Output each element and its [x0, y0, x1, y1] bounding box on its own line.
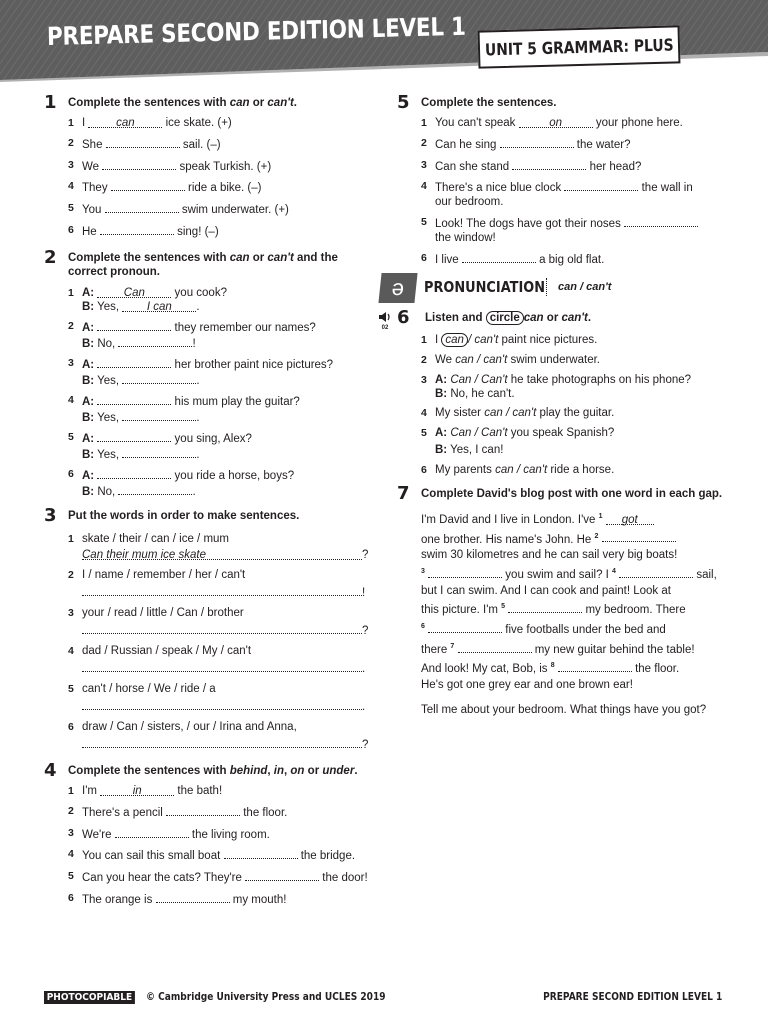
page-footer	[44, 991, 724, 1005]
choice-option[interactable]: can / can't	[455, 353, 508, 366]
exercise-instruction: Complete the sentences with behind, in, on or under.	[68, 764, 358, 777]
list-item: 1 I'm in the bath!	[68, 784, 223, 797]
choice-option[interactable]: can / can't	[495, 463, 548, 476]
photocopiable-badge: PHOTOCOPIABLE	[44, 991, 135, 1004]
list-item: 4 My sister can / can't play the guitar.	[421, 407, 615, 420]
copyright-text: © Cambridge University Press and UCLES 2019	[146, 991, 386, 1003]
dialogue-item: 3 A: her brother paint nice pictures? B: Yes, .	[68, 356, 334, 387]
left-column	[44, 92, 374, 919]
schwa-icon: ə	[378, 273, 417, 303]
list-item: 3 We speak Turkish. (+)	[68, 158, 272, 173]
list-item: 6 He sing! (–)	[68, 223, 219, 238]
choice-option[interactable]: Can / Can't	[450, 373, 508, 386]
answer-line[interactable]	[82, 698, 362, 710]
answer-gap[interactable]	[97, 467, 171, 479]
exercise-6	[381, 306, 732, 477]
list-item: 5 You swim underwater. (+)	[68, 202, 289, 217]
page-title: PREPARE SECOND EDITION LEVEL 1	[46, 11, 466, 51]
list-item: 6 draw / Can / sisters, / our / Irina and Anna, ?	[68, 720, 369, 751]
list-item: 3 We're the living room.	[68, 826, 270, 841]
list-item: 1 skate / their / can / ice / mum Can their mum ice skate ?	[68, 532, 369, 561]
dialogue-item: 4 A: his mum play the guitar? B: Yes, .	[68, 393, 300, 424]
answer-gap[interactable]	[97, 393, 171, 405]
dialogue-item: 5 A: you sing, Alex? B: Yes, .	[68, 430, 252, 461]
list-item: 2 She sail. (–)	[68, 136, 221, 151]
answer-line[interactable]: Can their mum ice skate	[82, 548, 362, 560]
list-item: 1 I can ice skate. (+)	[68, 117, 232, 129]
answer-gap[interactable]	[428, 566, 502, 578]
answer-gap[interactable]	[458, 641, 532, 653]
answer-gap[interactable]	[111, 179, 185, 191]
list-item: 5 can't / horse / We / ride / a .	[68, 682, 366, 713]
answer-gap[interactable]	[508, 601, 582, 613]
exercise-number: 7	[397, 482, 410, 504]
answer-gap[interactable]	[122, 409, 196, 421]
list-item: 5 A: Can / Can't you speak Spanish? B: Yes, I can!	[421, 427, 615, 457]
exercise-number: 6	[397, 306, 410, 328]
exercise-number: 1	[44, 92, 57, 113]
answer-gap[interactable]	[97, 319, 171, 331]
answer-gap[interactable]	[245, 869, 319, 881]
pronunciation-title: PRONUNCIATION	[424, 277, 546, 296]
unit-label-box	[478, 25, 681, 68]
choice-option[interactable]: Can / Can't	[450, 427, 508, 440]
exercise-number: 2	[44, 246, 57, 268]
answer-gap[interactable]: can	[88, 116, 162, 128]
answer-line[interactable]	[82, 660, 362, 672]
answer-gap[interactable]	[462, 251, 536, 263]
audio-track-icon[interactable]: 02	[377, 311, 393, 331]
exercise-4	[44, 759, 374, 907]
exercise-number: 5	[397, 92, 410, 113]
answer-gap[interactable]	[102, 158, 176, 170]
list-item: 2 Can he sing the water?	[421, 136, 631, 151]
exercise-instruction: Put the words in order to make sentences.	[68, 509, 300, 522]
answer-gap[interactable]	[100, 223, 174, 235]
writing-prompt: Tell me about your bedroom. What things have you got?	[421, 703, 707, 716]
footer-title: PREPARE SECOND EDITION LEVEL 1	[542, 991, 722, 1003]
list-item: 3 A: Can / Can't he take photographs on his phone? B: No, he can't.	[421, 373, 692, 400]
list-item: 6 I live a big old flat.	[421, 251, 605, 266]
answer-gap[interactable]	[105, 201, 179, 213]
exercise-number: 3	[44, 504, 57, 526]
list-item: 4 You can sail this small boat the bridge.	[68, 848, 356, 863]
answer-line[interactable]	[82, 584, 362, 596]
answer-gap[interactable]	[118, 335, 192, 347]
divider	[546, 278, 547, 296]
answer-gap[interactable]	[500, 136, 574, 148]
answer-gap[interactable]	[97, 430, 171, 442]
list-item: 2 I / name / remember / her / can't !	[68, 568, 366, 599]
answer-gap[interactable]	[624, 215, 698, 227]
list-item: 3 your / read / little / Can / brother ?	[68, 606, 369, 637]
pronunciation-subtitle: can / can't	[558, 280, 612, 293]
exercise-5	[397, 92, 732, 267]
blog-post: I'm David and I live in London. I've $^1$ got one brother. His name's John. He $^2$ swim 30 kilometres and he can sail very big boats! $^3$ you swim and sail? I $^4$ sail, but I can swim. And I can cook and paint! Look at this picture. I'm $^5$ my bedroom. There $^6$ five footballs under the bed and there $^7$ my new guitar behind the table! And look! My cat, Bob, is $^8$ the floor. He's got one grey ear and one brown ear! Tell me about your bedroom. What things have you got?	[421, 509, 732, 719]
answer-gap[interactable]	[115, 826, 189, 838]
list-item: 1 You can't speak on your phone here.	[421, 117, 683, 129]
dialogue-item: 1 A: Can you cook? B: Yes, I can .	[68, 286, 227, 313]
answer-gap[interactable]	[558, 660, 632, 672]
list-item: 3 Can she stand her head?	[421, 158, 642, 173]
right-column	[381, 92, 732, 731]
list-item: 5 Look! The dogs have got their noses the window!	[421, 215, 732, 245]
list-item: 1 I can / can't paint nice pictures.	[421, 333, 598, 346]
choice-option[interactable]: can / can't	[484, 407, 537, 420]
exercise-instruction: Complete the sentences with can or can't.	[68, 97, 297, 109]
list-item: 6 My parents can / can't ride a horse.	[421, 463, 615, 476]
answer-gap[interactable]: on	[519, 116, 593, 128]
answer-gap[interactable]	[619, 566, 693, 578]
exercise-number: 4	[44, 759, 57, 781]
exercise-instruction: Listen and circle can or can't.	[425, 311, 592, 324]
answer-gap[interactable]	[166, 804, 240, 816]
answer-gap[interactable]	[224, 847, 298, 859]
exercise-3	[44, 504, 374, 752]
exercise-instruction: Complete the sentences with can or can't and the correct pronoun.	[68, 251, 338, 278]
list-item: 5 Can you hear the cats? They're the door!	[68, 870, 368, 885]
exercise-2	[44, 246, 374, 499]
answer-gap[interactable]	[602, 530, 676, 542]
speaker-icon	[377, 311, 393, 325]
list-item: 4 There's a nice blue clock the wall in our bedroom.	[421, 180, 693, 209]
answer-line[interactable]	[82, 736, 362, 748]
list-item: 4 They ride a bike. (–)	[68, 180, 262, 195]
dialogue-item: 2 A: they remember our names? B: No, !	[68, 319, 316, 350]
exercise-instruction: Complete David's blog post with one word in each gap.	[421, 487, 723, 500]
answer-gap[interactable]: in	[100, 784, 174, 796]
answer-line[interactable]	[82, 622, 362, 634]
answer-gap[interactable]: got	[606, 513, 654, 525]
exercise-1	[44, 92, 374, 239]
answer-gap[interactable]	[122, 372, 196, 384]
answer-gap[interactable]	[512, 158, 586, 170]
answer-gap[interactable]: I can	[122, 300, 196, 312]
page-header	[0, 0, 768, 82]
pronunciation-banner	[390, 274, 732, 305]
answer-gap[interactable]	[156, 891, 230, 903]
answer-gap[interactable]	[428, 621, 502, 633]
answer-gap[interactable]	[106, 136, 180, 148]
answer-gap[interactable]	[97, 356, 171, 368]
unit-label: UNIT 5 GRAMMAR: PLUS	[484, 35, 674, 59]
answer-gap[interactable]: Can	[97, 286, 171, 298]
answer-gap[interactable]	[564, 179, 638, 191]
dialogue-item: 6 A: you ride a horse, boys? B: No, .	[68, 467, 295, 498]
answer-gap[interactable]	[118, 483, 192, 495]
list-item: 6 The orange is my mouth!	[68, 891, 287, 906]
list-item: 4 dad / Russian / speak / My / can't .	[68, 644, 366, 675]
exercise-instruction: Complete the sentences.	[421, 97, 557, 109]
circled-answer[interactable]: can	[441, 333, 468, 347]
list-item: 2 We can / can't swim underwater.	[421, 353, 600, 366]
exercise-7	[397, 482, 732, 719]
answer-gap[interactable]	[122, 446, 196, 458]
list-item: 2 There's a pencil the floor.	[68, 804, 288, 819]
